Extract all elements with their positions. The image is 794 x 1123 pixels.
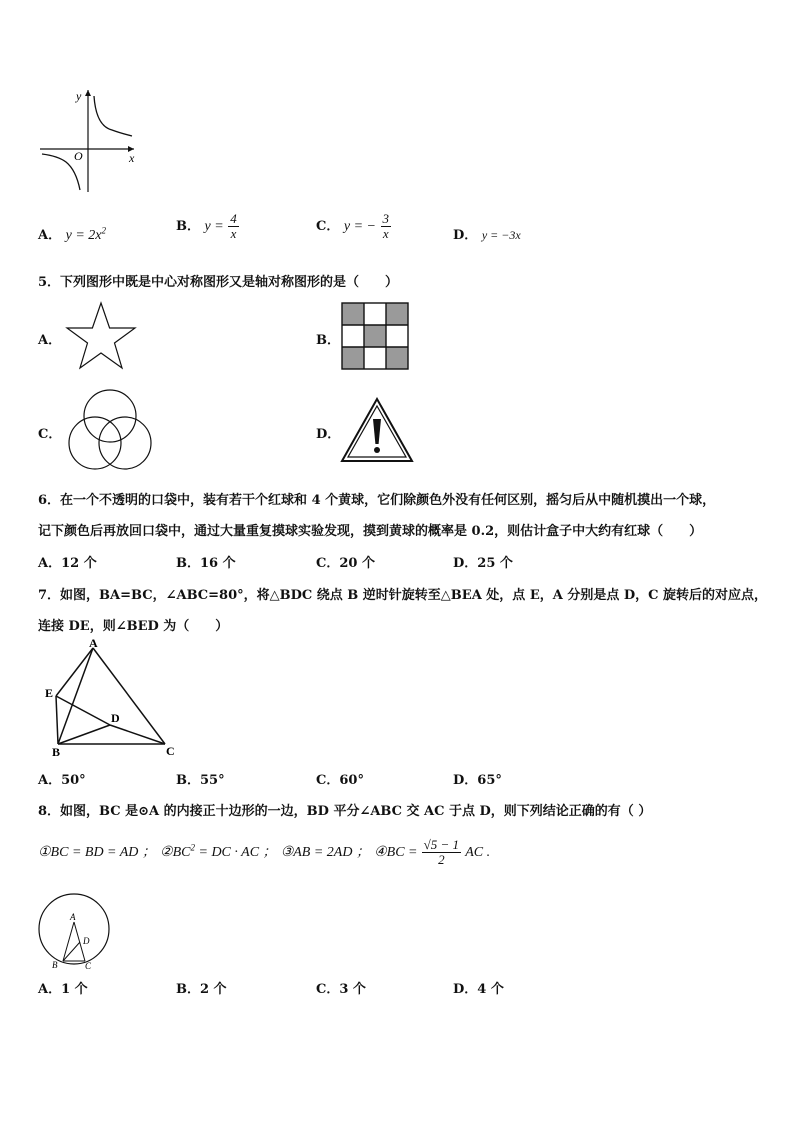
- q7-stem-line1: 7．如图，BA=BC，∠ABC=80°，将△BDC 绕点 B 逆时针旋转至△BEA 处，点 E，A 分别是点 D，C 旋转后的对应点，: [38, 588, 768, 603]
- q6-option-a[interactable]: A．12 个: [38, 556, 97, 571]
- hyperbola-branch-q1: [94, 96, 132, 136]
- q4-hyperbola-graph: [36, 86, 146, 196]
- q7-stem-line2: 连接 DE，则∠BED 为（ ）: [38, 619, 229, 634]
- svg-text:D: D: [83, 936, 90, 946]
- svg-text:C: C: [166, 744, 175, 758]
- q8-conclusions: ①BC = BD = AD ； $②BC^2$ = DC · AC ； ③AB = 2AD ； ④BC = $\frac{√5 - 1}{2}$ AC .: [38, 837, 491, 867]
- svg-text:D: D: [111, 711, 120, 725]
- y-axis-label: y: [76, 89, 82, 103]
- trefoil-icon[interactable]: [62, 386, 158, 474]
- svg-text:E: E: [45, 686, 54, 700]
- q7-option-d[interactable]: D．65°: [453, 773, 502, 788]
- q4-option-c[interactable]: C． y = − $\frac{3}{x}$: [316, 211, 390, 241]
- q6-option-c[interactable]: C．20 个: [316, 556, 375, 571]
- q5-label-a[interactable]: A．: [38, 333, 62, 348]
- q8-stem: 8．如图，BC 是⊙A 的内接正十边形的一边，BD 平分∠ABC 交 AC 于点 D，则下列结论正确的有（ ）: [38, 804, 652, 819]
- svg-text:B: B: [52, 745, 61, 759]
- q7-option-b[interactable]: B．55°: [176, 773, 225, 788]
- q5-label-d[interactable]: D．: [316, 427, 341, 442]
- q5-label-c[interactable]: C．: [38, 427, 62, 442]
- q4-option-d[interactable]: D． y = −3x: [453, 228, 521, 243]
- q8-option-b[interactable]: B．2 个: [176, 982, 227, 997]
- svg-text:C: C: [85, 961, 92, 971]
- star-icon[interactable]: [64, 300, 138, 370]
- svg-text:B: B: [52, 960, 58, 970]
- q6-stem-line2: 记下颜色后再放回口袋中，通过大量重复摸球实验发现，摸到黄球的概率是 0.2，则估计盒子中大约有红球（ ）: [38, 524, 703, 539]
- q7-rotation-figure: [40, 638, 180, 760]
- warning-triangle-icon[interactable]: [340, 397, 414, 463]
- q5-label-b[interactable]: B．: [316, 333, 340, 348]
- svg-text:A: A: [89, 638, 98, 650]
- x-axis-label: x: [129, 151, 135, 165]
- q7-option-c[interactable]: C．60°: [316, 773, 364, 788]
- q6-option-d[interactable]: D．25 个: [453, 556, 513, 571]
- q4-option-b[interactable]: B． y = $\frac{4}{x}$: [176, 211, 237, 241]
- q8-option-a[interactable]: A．1 个: [38, 982, 88, 997]
- q8-option-d[interactable]: D．4 个: [453, 982, 504, 997]
- checker-grid-icon[interactable]: [341, 302, 409, 370]
- q8-circle-figure: [36, 892, 114, 972]
- svg-text:A: A: [70, 912, 76, 922]
- q4-option-a[interactable]: A． $y = 2x^2$: [38, 225, 106, 243]
- q8-option-c[interactable]: C．3 个: [316, 982, 366, 997]
- q5-stem: 5．下列图形中既是中心对称图形又是轴对称图形的是（ ）: [38, 275, 399, 290]
- q6-stem-line1: 6．在一个不透明的口袋中，装有若干个红球和 4 个黄球，它们除颜色外没有任何区别，摇匀后从中随机摸出一个球，: [38, 493, 716, 508]
- origin-label: O: [74, 149, 83, 163]
- q6-option-b[interactable]: B．16 个: [176, 556, 236, 571]
- q7-option-a[interactable]: A．50°: [38, 773, 86, 788]
